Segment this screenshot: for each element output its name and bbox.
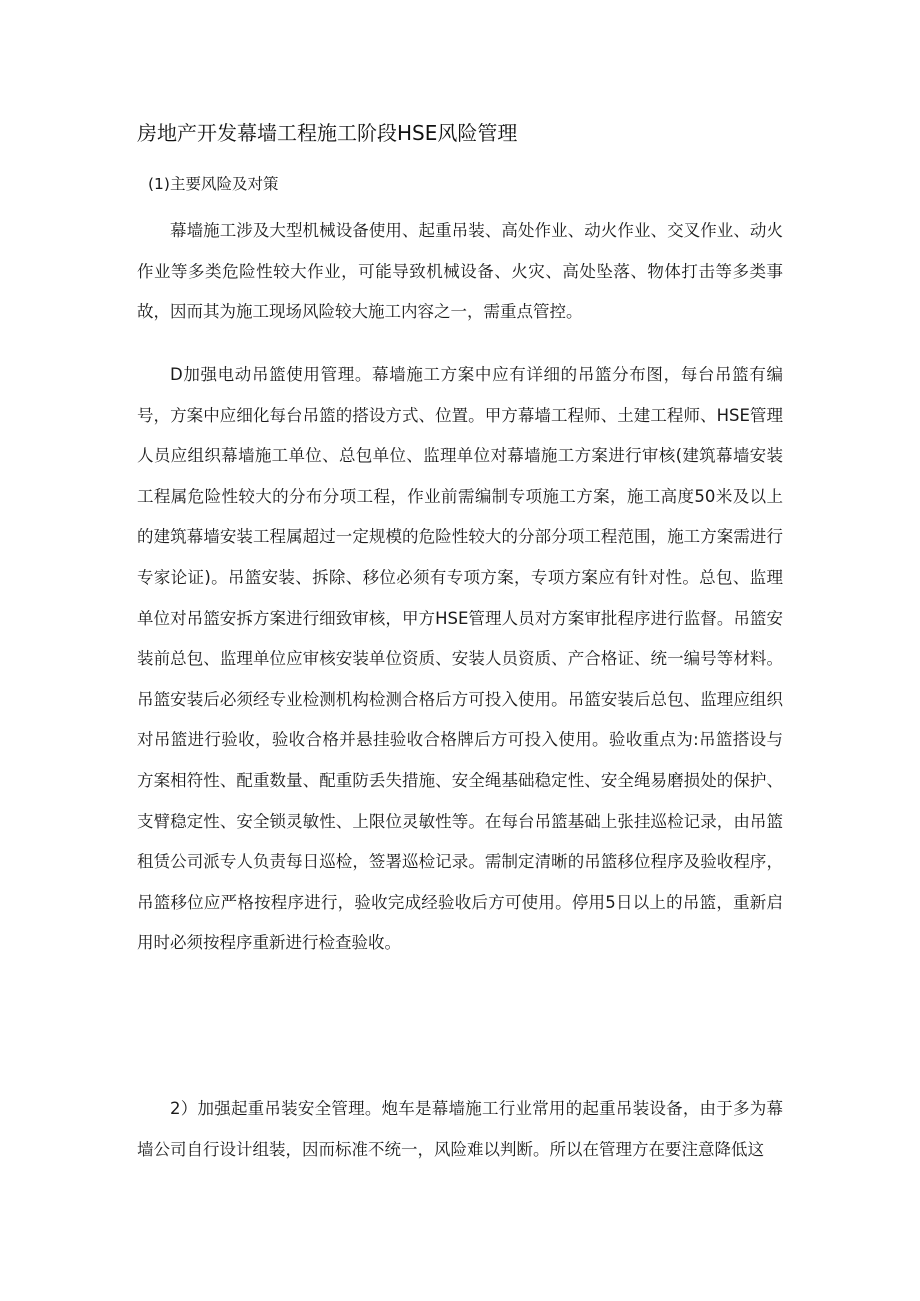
paragraph-intro: 幕墙施工涉及大型机械设备使用、起重吊装、高处作业、动火作业、交叉作业、动火作业等多类危险性较大作业，可能导致机械设备、火灾、高处坠落、物体打击等多类事故，因而其为施工现场风险较大施工内容之一，需重点管控。 [137,221,783,322]
section-heading: (1)主要风险及对策 [148,175,279,193]
paragraph-gondola-management: D加强电动吊篮使用管理。幕墙施工方案中应有详细的吊篮分布图，每台吊篮有编号，方案中应细化每台吊篮的搭设方式、位置。甲方幕墙工程师、土建工程师、HSE管理人员应组织幕墙施工单位、总包单位、监理单位对幕墙施工方案进行审核(建筑幕墙安装工程属危险性较大的分布分项工程，作业前需编制专项施工方案，施工高度50米及以上的建筑幕墙安装工程属超过一定规模的危险性较大的分部分项工程范围，施工方案需进行专家论证)。吊篮安装、拆除、移位必须有专项方案，专项方案应有针对性。总包、监理单位对吊篮安拆方案进行细致审核，甲方HSE管理人员对方案审批程序进行监督。吊篮安装前总包、监理单位应审核安装单位资质、安装人员资质、产合格证、统一编号等材料。吊篮安装后必须经专业检测机构检测合格后方可投入使用。吊篮安装后总包、监理应组织对吊篮进行验收，验收合格并悬挂验收合格牌后方可投入使用。验收重点为:吊篮搭设与方案相符性、配重数量、配重防丢失措施、安全绳基础稳定性、安全绳易磨损处的保护、支臂稳定性、安全锁灵敏性、上限位灵敏性等。在每台吊篮基础上张挂巡检记录，由吊篮租赁公司派专人负责每日巡检，签署巡检记录。需制定清晰的吊篮移位程序及验收程序，吊篮移位应严格按程序进行，验收完成经验收后方可使用。停用5日以上的吊篮，重新启用时必须按程序重新进行检查验收。 [137,365,783,953]
document-title: 房地产开发幕墙工程施工阶段HSE风险管理 [137,121,518,145]
paragraph-lifting-management: 2）加强起重吊装安全管理。炮车是幕墙施工行业常用的起重吊装设备，由于多为幕墙公司自行设计组装，因而标准不统一，风险难以判断。所以在管理方在要注意降低这 [137,1099,783,1159]
